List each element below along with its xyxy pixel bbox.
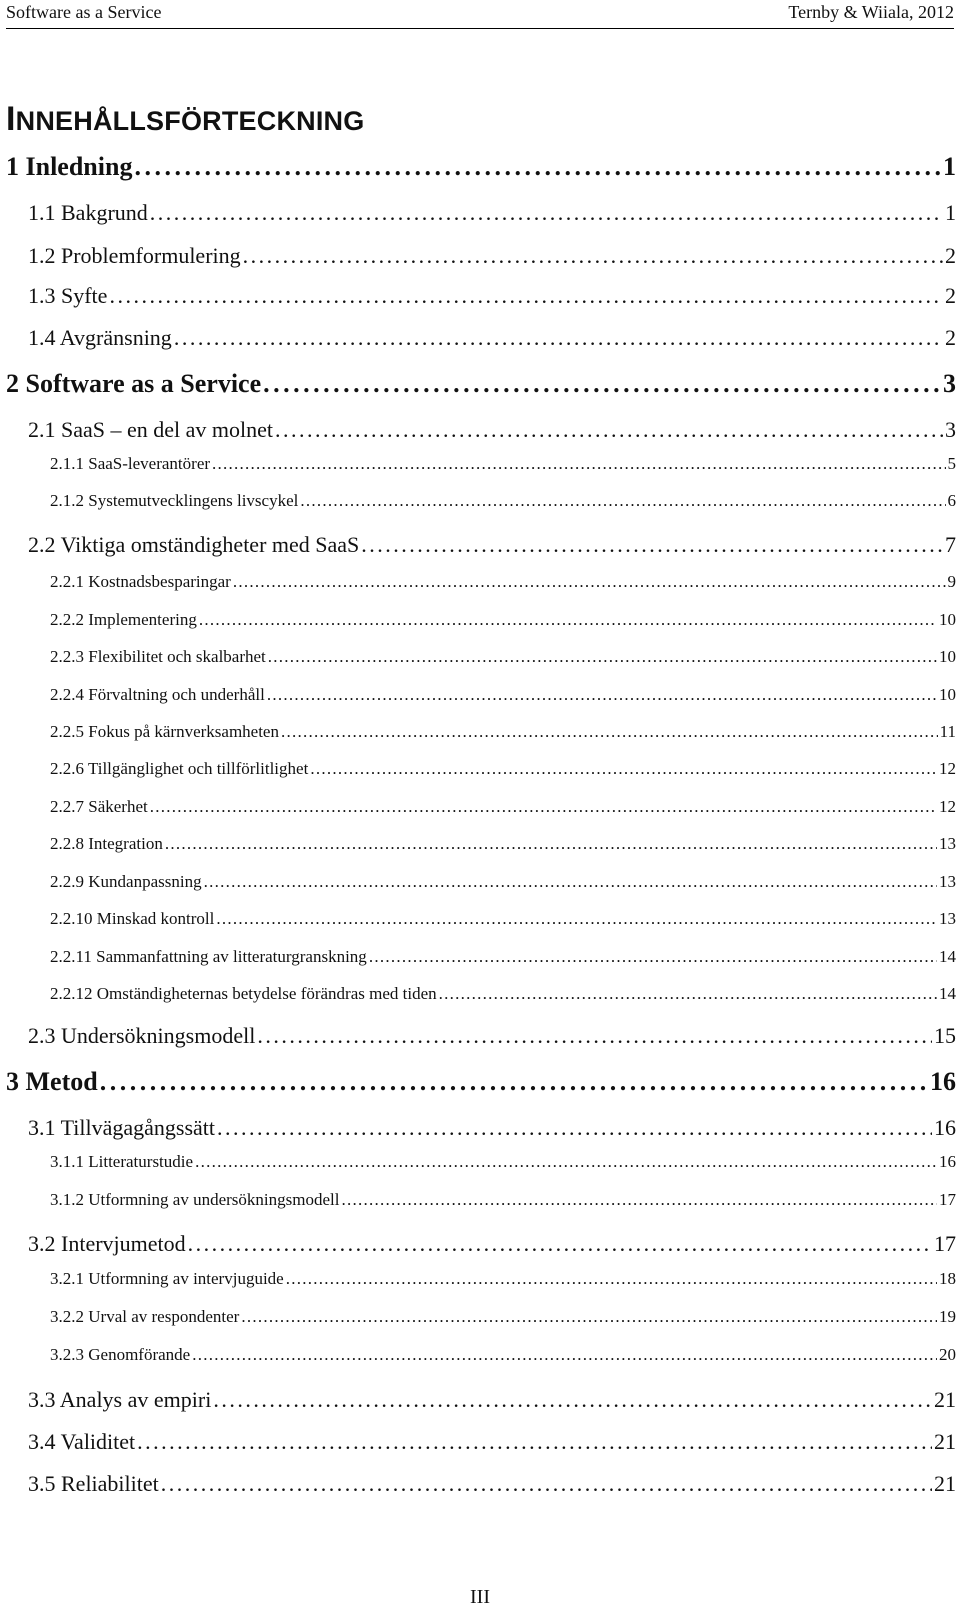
dot-leader xyxy=(134,151,941,183)
dot-leader xyxy=(217,1113,932,1142)
dot-leader xyxy=(216,908,937,930)
toc-entry-page: 17 xyxy=(939,1190,956,1209)
dot-leader xyxy=(268,646,937,668)
toc-entry[interactable] xyxy=(50,684,956,706)
toc-heading-initial: I xyxy=(6,100,16,138)
toc-entry[interactable] xyxy=(28,198,956,227)
toc-entry[interactable] xyxy=(50,453,956,475)
toc-entry-label: 3.2.3 Genomförande xyxy=(50,1345,191,1364)
toc-entry-page: 1 xyxy=(945,200,956,225)
toc-entry-page: 3 xyxy=(943,369,956,398)
toc-entry-label: 2.2.8 Integration xyxy=(50,834,163,853)
toc-entry-page: 16 xyxy=(939,1152,956,1171)
toc-entry[interactable] xyxy=(28,530,956,559)
dot-leader xyxy=(300,490,945,512)
toc-entry[interactable] xyxy=(50,946,956,968)
page-header xyxy=(6,0,954,29)
dot-leader xyxy=(439,983,937,1005)
toc-entry-label: 3.1.2 Utformning av undersökningsmodell xyxy=(50,1190,340,1209)
toc-entry-label: 2.2 Viktiga omständigheter med SaaS xyxy=(28,532,360,557)
dot-leader xyxy=(204,871,937,893)
toc-entry-label: 2.1.2 Systemutvecklingens livscykel xyxy=(50,491,299,510)
toc-entry-label: 1 Inledning xyxy=(6,152,133,181)
dot-leader xyxy=(192,1344,937,1366)
dot-leader xyxy=(257,1021,932,1050)
toc-entry-page: 5 xyxy=(947,454,956,473)
toc-entry[interactable] xyxy=(50,1151,956,1173)
toc-entry-page: 17 xyxy=(934,1231,956,1256)
dot-leader xyxy=(212,453,945,475)
toc-entry-label: 1.4 Avgränsning xyxy=(28,325,172,350)
dot-leader xyxy=(137,1427,932,1456)
toc-entry-label: 3.5 Reliabilitet xyxy=(28,1471,159,1496)
dot-leader xyxy=(286,1268,937,1290)
dot-leader xyxy=(310,758,937,780)
dot-leader xyxy=(267,684,937,706)
toc-entry[interactable] xyxy=(50,833,956,855)
toc-entry-page: 18 xyxy=(939,1269,956,1288)
toc-entry-page: 21 xyxy=(934,1471,956,1496)
toc-entry-page: 10 xyxy=(939,685,956,704)
toc-entry[interactable] xyxy=(6,368,956,400)
toc-entry-label: 3.1.1 Litteraturstudie xyxy=(50,1152,194,1171)
toc-entry-page: 12 xyxy=(939,797,956,816)
toc-entry-label: 3.2.2 Urval av respondenter xyxy=(50,1307,240,1326)
page-number: III xyxy=(470,1586,490,1608)
toc-entry-page: 14 xyxy=(939,947,956,966)
toc-entry[interactable] xyxy=(28,1427,956,1456)
dot-leader xyxy=(213,1385,932,1414)
toc-entry[interactable] xyxy=(50,571,956,593)
dot-leader xyxy=(199,609,937,631)
toc-entry-label: 2.2.7 Säkerhet xyxy=(50,797,148,816)
toc-entry-page: 12 xyxy=(939,759,956,778)
toc-entry[interactable] xyxy=(50,983,956,1005)
toc-entry[interactable] xyxy=(28,415,956,444)
toc-entry-label: 2.3 Undersökningsmodell xyxy=(28,1023,256,1048)
dot-leader xyxy=(150,198,943,227)
dot-leader xyxy=(263,368,941,400)
toc-entry[interactable] xyxy=(50,871,956,893)
header-document-title: Software as a Service xyxy=(6,2,162,22)
toc-entry-label: 2.2.6 Tillgänglighet och tillförlitlighet xyxy=(50,759,309,778)
toc-entry-page: 13 xyxy=(939,834,956,853)
toc-entry[interactable] xyxy=(6,151,956,183)
toc-entry-label: 2.2.5 Fokus på kärnverksamheten xyxy=(50,722,279,741)
toc-entry-label: 3.1 Tillvägagångssätt xyxy=(28,1115,216,1140)
toc-entry-label: 2.2.11 Sammanfattning av litteraturgranskning xyxy=(50,947,367,966)
toc-entry[interactable] xyxy=(28,241,956,270)
toc-entry-page: 15 xyxy=(934,1023,956,1048)
toc-entry-label: 2.2.4 Förvaltning och underhåll xyxy=(50,685,265,704)
toc-entry-page: 11 xyxy=(939,722,956,741)
toc-entry-page: 16 xyxy=(934,1115,956,1140)
toc-entry[interactable] xyxy=(28,1021,956,1050)
toc-entry[interactable] xyxy=(50,1268,956,1290)
toc-entry-page: 1 xyxy=(943,152,956,181)
dot-leader xyxy=(195,1151,937,1173)
dot-leader xyxy=(243,241,943,270)
toc-entry-page: 13 xyxy=(939,909,956,928)
toc-entry[interactable] xyxy=(28,1229,956,1258)
toc-entry-label: 1.2 Problemformulering xyxy=(28,243,241,268)
dot-leader xyxy=(150,796,937,818)
toc-entry-page: 21 xyxy=(934,1387,956,1412)
dot-leader xyxy=(361,530,943,559)
toc-entry-label: 1.3 Syfte xyxy=(28,283,108,308)
toc-entry[interactable] xyxy=(28,1469,956,1498)
toc-entry[interactable] xyxy=(50,796,956,818)
toc-entry[interactable] xyxy=(50,1306,956,1328)
toc-entry-label: 2 Software as a Service xyxy=(6,369,262,398)
header-authors-year: Ternby & Wiiala, 2012 xyxy=(788,2,954,22)
toc-entry-page: 14 xyxy=(939,984,956,1003)
toc-entry-page: 20 xyxy=(939,1345,956,1364)
dot-leader xyxy=(165,833,937,855)
toc-entry-label: 2.2.2 Implementering xyxy=(50,610,197,629)
toc-entry[interactable] xyxy=(28,323,956,352)
dot-leader xyxy=(174,323,943,352)
toc-entry-page: 3 xyxy=(945,417,956,442)
toc-entry[interactable] xyxy=(28,281,956,310)
toc-entry[interactable] xyxy=(50,721,956,743)
dot-leader xyxy=(100,1066,928,1098)
toc-heading xyxy=(6,101,364,139)
toc-entry[interactable] xyxy=(6,1066,956,1098)
dot-leader xyxy=(275,415,943,444)
toc-entry-label: 3.4 Validitet xyxy=(28,1429,136,1454)
toc-entry[interactable] xyxy=(50,908,956,930)
toc-entry-label: 2.2.1 Kostnadsbesparingar xyxy=(50,572,231,591)
dot-leader xyxy=(188,1229,932,1258)
toc-entry-label: 2.2.12 Omständigheternas betydelse förändras med tiden xyxy=(50,984,437,1003)
toc-entry-page: 9 xyxy=(947,572,956,591)
toc-entry-page: 2 xyxy=(945,325,956,350)
dot-leader xyxy=(369,946,937,968)
toc-entry-page: 2 xyxy=(945,283,956,308)
toc-entry-page: 21 xyxy=(934,1429,956,1454)
toc-entry-label: 3.3 Analys av empiri xyxy=(28,1387,212,1412)
toc-heading-rest: NNEHÅLLSFÖRTECKNING xyxy=(15,106,365,136)
dot-leader xyxy=(341,1189,937,1211)
toc-entry[interactable] xyxy=(28,1385,956,1414)
toc-entry-label: 3.2 Intervjumetod xyxy=(28,1231,186,1256)
toc-entry[interactable] xyxy=(50,1189,956,1211)
toc-entry-page: 2 xyxy=(945,243,956,268)
toc-entry-page: 13 xyxy=(939,872,956,891)
toc-entry-page: 6 xyxy=(947,491,956,510)
toc-entry-page: 10 xyxy=(939,610,956,629)
dot-leader xyxy=(161,1469,932,1498)
toc-entry[interactable] xyxy=(50,1344,956,1366)
dot-leader xyxy=(241,1306,937,1328)
toc-entry-page: 16 xyxy=(930,1067,956,1096)
toc-entry-label: 3.2.1 Utformning av intervjuguide xyxy=(50,1269,284,1288)
toc-entry[interactable] xyxy=(50,609,956,631)
toc-entry[interactable] xyxy=(50,646,956,668)
toc-entry[interactable] xyxy=(50,490,956,512)
toc-entry-page: 7 xyxy=(945,532,956,557)
toc-entry-label: 2.2.9 Kundanpassning xyxy=(50,872,202,891)
toc-entry-page: 10 xyxy=(939,647,956,666)
toc-entry-page: 19 xyxy=(939,1307,956,1326)
toc-entry-label: 2.1.1 SaaS-leverantörer xyxy=(50,454,211,473)
toc-entry-label: 2.2.10 Minskad kontroll xyxy=(50,909,215,928)
dot-leader xyxy=(281,721,938,743)
toc-entry-label: 2.1 SaaS – en del av molnet xyxy=(28,417,274,442)
dot-leader xyxy=(233,571,946,593)
toc-entry[interactable] xyxy=(28,1113,956,1142)
toc-entry-label: 2.2.3 Flexibilitet och skalbarhet xyxy=(50,647,266,666)
toc-entry[interactable] xyxy=(50,758,956,780)
toc-entry-label: 1.1 Bakgrund xyxy=(28,200,148,225)
dot-leader xyxy=(109,281,943,310)
toc-entry-label: 3 Metod xyxy=(6,1067,98,1096)
